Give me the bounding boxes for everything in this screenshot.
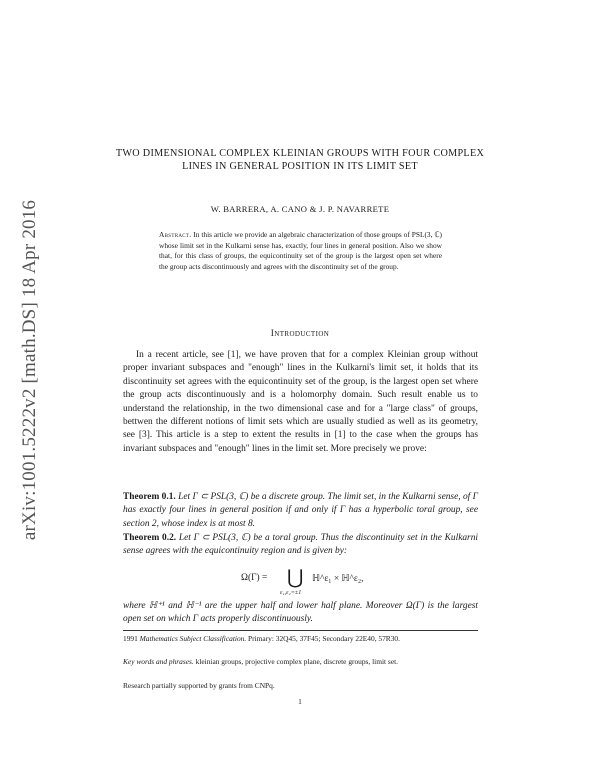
footnote-msc-year: 1991	[123, 634, 138, 643]
theorem-0-1-label: Theorem 0.1.	[123, 492, 176, 502]
page-number: 1	[298, 697, 302, 706]
section-heading-introduction: Introduction	[270, 329, 330, 339]
theorem-0-1-text: Let Γ ⊂ PSL(3, ℂ) be a discrete group. The limit set, in the Kulkarni sense, of Γ has exactly four lines in general position if and only if Γ has a hyperbolic toral group, see section 2, whose index is at most 8.	[123, 492, 478, 529]
arxiv-identifier: arXiv:1001.5222v2 [math.DS] 18 Apr 2016	[19, 199, 40, 541]
abstract	[159, 230, 442, 272]
formula-lhs: Ω(Γ) =	[241, 573, 268, 583]
intro-paragraph-text: In a recent article, see [1], we have proven that for a complex Kleinian group without proper invariant subspaces and "enough" lines in the Kulkarni's limit set, it holds that its discontinuity set agrees with the equicontinuity set of the group, is the largest open set where the group acts discontinuously and is a holomorphy domain. Such result enable us to understand the relationship, in the two dimensional case and for a "large class" of groups, bettwen the different notions of limit sets which are usually studied as well as its geometry, see [3]. This article is a step to extent the results in [1] to the case when the groups has invariant subspaces and "enough" lines in the limit set. More precisely we prove:	[123, 350, 478, 454]
formula-union-symbol: ⋃	[287, 567, 304, 589]
footnote-msc-label: Mathematics Subject Classification.	[139, 634, 247, 643]
theorem-0-1	[123, 491, 478, 531]
abstract-label: Abstract.	[159, 230, 192, 239]
formula-union-index: ε₁,ε₂=±1	[280, 589, 302, 596]
theorem-0-2	[123, 532, 478, 559]
footnote-support: Research partially supported by grants from CNPq.	[123, 681, 275, 690]
footnote-msc	[123, 634, 478, 644]
footnote-keywords	[123, 657, 478, 667]
paper-title: TWO DIMENSIONAL COMPLEX KLEINIAN GROUPS WITH FOUR COMPLEX LINES IN GENERAL POSITION IN ITS LIMIT SET	[115, 148, 485, 172]
formula-rhs: ℍ^ε₁ × ℍ^ε₂,	[312, 574, 364, 584]
intro-paragraph	[123, 349, 478, 456]
footnote-rule	[123, 630, 478, 631]
arxiv-identifier-stamp	[10, 150, 50, 590]
theorem-0-2-continuation: where ℍ⁺¹ and ℍ⁻¹ are the upper half and lower half plane. Moreover Ω(Γ) is the largest open set on which Γ acts properly discontinuously.	[123, 601, 478, 625]
theorem-0-2-text: Let Γ ⊂ PSL(3, ℂ) be a toral group. Thus the discontinuity set in the Kulkarni sense agrees with the equicontinuity region and is given by:	[123, 533, 478, 557]
abstract-text: In this article we provide an algebraic characterization of those groups of PSL(3, ℂ) whose limit set in the Kulkarni sense has, exactly, four lines in general position. Also we show that, for this class of groups, the equicontinuity set of the group is the largest open set where the group acts discontinuously and agrees with the discontinuity set of the group.	[159, 230, 442, 271]
theorem-0-2-label: Theorem 0.2.	[123, 533, 177, 543]
paper-authors: W. BARRERA, A. CANO & J. P. NAVARRETE	[210, 204, 390, 214]
footnote-msc-text: Primary: 32Q45, 37F45; Secondary 22E40, 57R30.	[248, 634, 400, 643]
footnote-keywords-text: kleinian groups, projective complex plane, discrete groups, limit set.	[195, 657, 398, 666]
footnote-keywords-label: Key words and phrases.	[123, 657, 194, 666]
discontinuity-set-formula	[123, 568, 478, 598]
